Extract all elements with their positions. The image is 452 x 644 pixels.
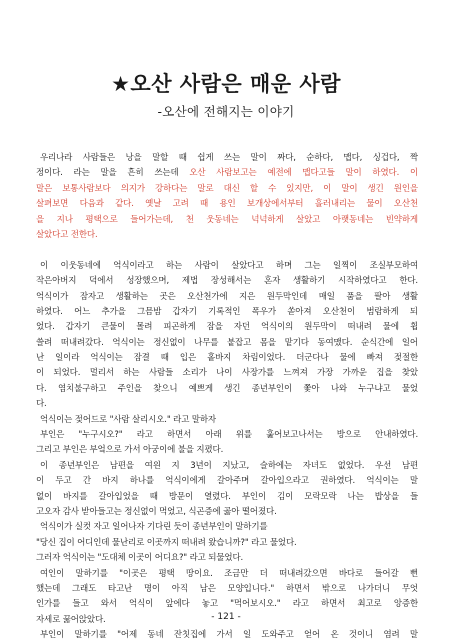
text-span: "당신 집이 어디인데 물난리로 이곳까지 떠내려 왔습니까?" 라고 물었다.	[36, 537, 297, 548]
text-span: 부인이 말하기를 "어제 동네 잔칫집에 가서 일 도와주고 얻어 온 것이니 염려 말	[40, 630, 418, 641]
text-line	[36, 382, 418, 397]
text-span: 정이다. 라는 말을 흔히 쓰는데	[36, 168, 190, 179]
text-line	[36, 336, 418, 351]
text-line	[36, 505, 418, 520]
text-line	[36, 536, 418, 551]
text-span: 여인이 말하기를 "이곳은 평택 땅이요. 조금만 더 떠내려갔으면 바다로 들어갈 뻔	[40, 568, 418, 579]
highlighted-text: 을 지나 평택으로 들어가는데, 천 웃동네는 넉넉하게 살았고 아랫동네는 빈약하게	[36, 214, 418, 225]
text-line	[36, 320, 418, 335]
text-span: 이 되었다. 멀리서 하는 사람들 소리가 나이 사장가를 느껴져 가장 가까운 집을 찾았	[36, 368, 418, 379]
text-span: 그리고 부인은 부엌으로 가서 아궁이에 불을 지폈다.	[36, 445, 224, 456]
text-line	[36, 274, 418, 289]
text-span: 억식이가 실컷 자고 일어나자 기다린 듯이 종년부인이 말하기를	[40, 522, 268, 533]
text-line	[36, 597, 418, 612]
page-subtitle: -오산에 전해지는 이야기	[157, 104, 295, 119]
text-line	[36, 474, 418, 489]
paragraph-story-continued	[36, 413, 418, 644]
text-span: 이 두고 간 바지 하나를 억식이에게 갈아주며 갈아입으라고 권하였다. 억식이는 말	[36, 476, 418, 487]
text-line	[36, 182, 418, 197]
text-span: 없이 바지를 갈아입었을 때 방문이 열렸다. 부인이 김이 모락모락 나는 밥상을 들	[36, 491, 418, 502]
text-line	[36, 166, 418, 181]
text-line	[36, 413, 418, 428]
text-span: 다. 염치불구하고 주인을 찾으니 예쁘게 생긴 종년부인이 쫓아 나와 누구냐고 물었	[36, 383, 418, 394]
text-line	[36, 443, 418, 458]
text-line	[36, 459, 418, 474]
text-line	[36, 213, 418, 228]
text-line	[36, 228, 418, 243]
text-span: 다.	[36, 399, 47, 410]
text-line	[36, 290, 418, 305]
page-title: ★오산 사람은 매운 사람	[111, 72, 341, 96]
text-line	[36, 428, 418, 443]
highlighted-text: 살펴보면 다음과 같다. 옛날 고려 때 용인 보개상에서부터 흘러내리는 물이 오산천	[36, 199, 418, 210]
text-span: 난 일이라 억식이는 잠결 때 입은 홑바지 차림이었다. 더군다나 물에 빠져 젖절한	[36, 353, 418, 364]
text-line	[36, 490, 418, 505]
text-line	[36, 628, 418, 643]
text-span: 우리나라 사람들은 낭을 말할 때 쉽게 쓰는 말이 짜다, 순하다, 맵다, 싱겁다, 짝	[40, 153, 418, 163]
text-line	[36, 197, 418, 212]
highlighted-text: 말은 보통사람보다 의지가 강하다는 말로 대신 할 수 있지만, 이 말이 생긴 원인을	[36, 183, 418, 194]
highlighted-text: 오산 사람보고는 예전에 맵다고들 말이 하였다. 이	[189, 168, 418, 179]
text-line	[36, 351, 418, 366]
text-span: 작은아버지 덕에서 성장했으며, 제법 장성해서는 혼자 생활하기 시작하였다고 한다.	[36, 276, 418, 287]
page-number: - 121 -	[211, 612, 241, 622]
text-span: 그러자 억식이는 "도대체 이곳이 어디요?" 라고 되물었다.	[36, 553, 244, 564]
text-line	[36, 397, 418, 412]
paragraph-intro	[36, 151, 418, 243]
text-line	[36, 582, 418, 597]
text-span: 고오자 감사 받아들고는 정신없이 먹었고, 식곤증에 곯아 떨어졌다.	[36, 506, 277, 517]
text-span: 이 종년부인은 남편을 여읜 지 3년이 지났고, 슬하에는 자녀도 없었다. 우선 남편	[40, 460, 418, 471]
text-line	[36, 366, 418, 381]
paragraph-gap	[36, 243, 418, 258]
text-span: 쓸려 떠내려갔다. 억식이는 정신없이 나무를 붙잡고 몸을 맡기다 동여맸다. 순식간에 일어	[36, 337, 418, 348]
text-line	[36, 305, 418, 320]
highlighted-text: 살았다고 전한다.	[36, 229, 98, 240]
text-span: 했는데 그래도 타고난 명이 아직 남은 모양입니다." 하면서 밖으로 나가더니 무엇	[36, 583, 418, 594]
text-line	[36, 567, 418, 582]
paragraph-story-start	[36, 259, 418, 413]
text-span: 하였다. 어느 추가을 그믐밤 갑자기 기록적인 폭우가 쏟아져 오산천이 범람하게 되	[36, 306, 418, 317]
text-line	[36, 151, 418, 166]
text-span: 부인은 "누구시오?" 라고 하면서 아래 위를 훑어보고나서는 방으로 안내하였다.	[40, 430, 418, 441]
story-body	[36, 151, 418, 644]
text-span: 자세로 꿇어앉았다.	[36, 614, 106, 625]
text-span: 이 이웃동네에 억식이라고 하는 사람이 살았다고 하며 그는 일찍이 조실부모하여	[40, 260, 418, 271]
text-span: 인가를 들고 와서 억식이 앞에다 놓고 "먹어보시오." 라고 하면서 최고로 앙증한	[36, 599, 418, 610]
text-span: 억식이는 젖어드로 "사람 살리시오." 라고 말하자	[40, 414, 216, 425]
text-span: 었다. 갑자기 큰물이 몰려 피곤하게 잠을 자던 억식이의 원두막이 떠내려 물에 휩	[36, 322, 418, 333]
text-line	[36, 520, 418, 535]
text-line	[36, 551, 418, 566]
text-line	[36, 259, 418, 274]
text-span: 억식이가 잠자고 생활하는 곳은 오산천가에 지은 원두막인데 매일 품을 팔아 생활	[36, 291, 418, 302]
